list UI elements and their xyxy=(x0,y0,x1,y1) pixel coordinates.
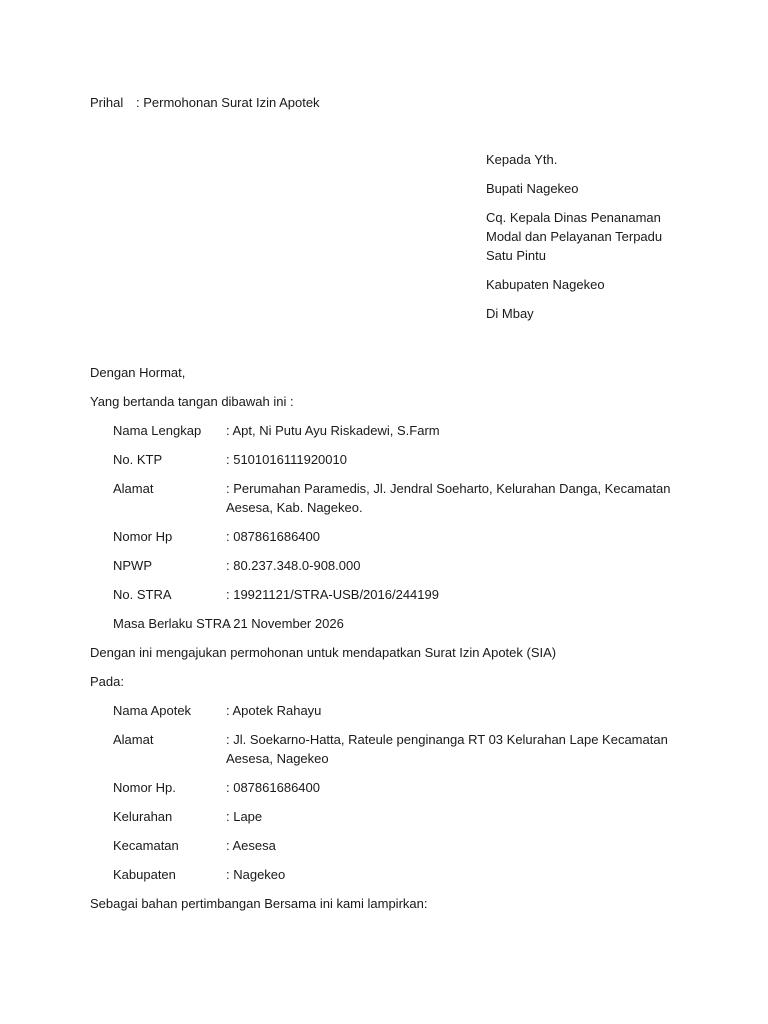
salutation: Dengan Hormat, xyxy=(90,365,186,380)
field-label: NPWP xyxy=(113,558,152,573)
field-value: : Apt, Ni Putu Ayu Riskadewi, S.Farm xyxy=(226,423,440,438)
applicant-field-address xyxy=(113,479,673,517)
applicant-field-npwp xyxy=(113,556,673,575)
field-value: : 087861686400 xyxy=(226,529,320,544)
addressee-block xyxy=(486,150,686,333)
field-label: Alamat xyxy=(113,481,154,496)
pharmacy-field-name xyxy=(113,701,673,720)
field-value: : Lape xyxy=(226,809,263,824)
subject-value: : Permohonan Surat Izin Apotek xyxy=(136,95,320,110)
field-label: Nama Apotek xyxy=(113,703,192,718)
field-label: Kecamatan xyxy=(113,838,179,853)
pharmacy-field-kelurahan xyxy=(113,807,673,826)
field-value: : Apotek Rahayu xyxy=(226,703,322,718)
addressee-line: Kepada Yth. xyxy=(486,152,558,167)
intro-text: Yang bertanda tangan dibawah ini : xyxy=(90,394,294,409)
pharmacy-field-phone xyxy=(113,778,673,797)
pada-label: Pada: xyxy=(90,674,124,689)
field-label: Alamat xyxy=(113,732,154,747)
addressee-line: Di Mbay xyxy=(486,306,534,321)
applicant-field-phone xyxy=(113,527,673,546)
pharmacy-field-address xyxy=(113,730,673,768)
subject-line xyxy=(90,93,320,112)
request-text: Dengan ini mengajukan permohonan untuk mendapatkan Surat Izin Apotek (SIA) xyxy=(90,645,557,660)
subject-label: Prihal xyxy=(90,95,124,110)
pharmacy-field-kabupaten xyxy=(113,865,673,884)
pharmacy-field-kecamatan xyxy=(113,836,673,855)
applicant-field-stra-validity xyxy=(113,614,673,633)
addressee-line: Cq. Kepala Dinas Penanaman Modal dan Pelayanan Terpadu Satu Pintu xyxy=(486,210,663,263)
field-value: : Nagekeo xyxy=(226,867,286,882)
field-value: : 087861686400 xyxy=(226,780,320,795)
field-value: : Perumahan Paramedis, Jl. Jendral Soeharto, Kelurahan Danga, Kecamatan Aesesa, Kab. Nagekeo. xyxy=(226,481,671,515)
field-value: : 5101016111920010 xyxy=(226,452,347,467)
closing-text: Sebagai bahan pertimbangan Bersama ini kami lampirkan: xyxy=(90,896,428,911)
addressee-line: Kabupaten Nagekeo xyxy=(486,277,605,292)
field-label: Nomor Hp xyxy=(113,529,173,544)
field-label: Masa Berlaku STRA xyxy=(113,616,231,631)
field-value: : Jl. Soekarno-Hatta, Rateule penginanga RT 03 Kelurahan Lape Kecamatan Aesesa, Nagekeo xyxy=(226,732,668,766)
applicant-field-name xyxy=(113,421,673,440)
field-value: : 80.237.348.0-908.000 xyxy=(226,558,361,573)
applicant-field-ktp xyxy=(113,450,673,469)
field-label: No. STRA xyxy=(113,587,172,602)
field-label: No. KTP xyxy=(113,452,163,467)
applicant-field-stra xyxy=(113,585,673,604)
field-label: Kelurahan xyxy=(113,809,173,824)
field-value: : Aesesa xyxy=(226,838,276,853)
field-label: Nama Lengkap xyxy=(113,423,202,438)
addressee-line: Bupati Nagekeo xyxy=(486,181,579,196)
field-value: : 21 November 2026 xyxy=(226,616,344,631)
field-value: : 19921121/STRA-USB/2016/244199 xyxy=(226,587,439,602)
field-label: Kabupaten xyxy=(113,867,176,882)
field-label: Nomor Hp. xyxy=(113,780,176,795)
